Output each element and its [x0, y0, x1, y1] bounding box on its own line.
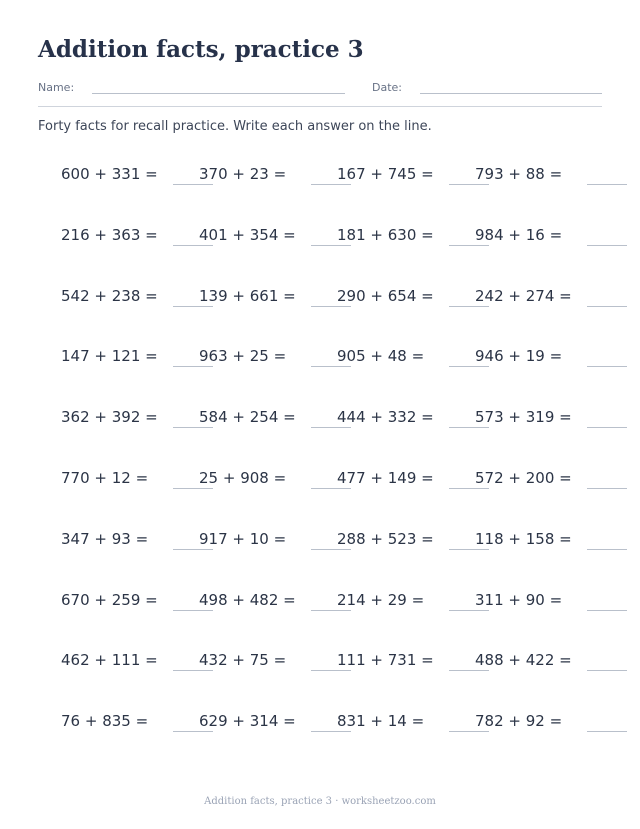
problem-item	[475, 468, 625, 492]
problem-item	[337, 225, 487, 249]
problem-item	[337, 590, 487, 614]
problem-expression: 181 + 630 =	[337, 226, 434, 244]
answer-line[interactable]	[587, 610, 627, 611]
problem-expression: 401 + 354 =	[199, 226, 296, 244]
problem-item	[199, 286, 349, 310]
problem-item	[475, 590, 625, 614]
problem-expression: 629 + 314 =	[199, 712, 296, 730]
problem-item	[199, 164, 349, 188]
problem-expression: 76 + 835 =	[61, 712, 149, 730]
answer-line[interactable]	[587, 549, 627, 550]
problem-item	[61, 346, 211, 370]
problem-expression: 462 + 111 =	[61, 651, 158, 669]
problem-expression: 288 + 523 =	[337, 530, 434, 548]
problem-item	[199, 346, 349, 370]
instructions: Forty facts for recall practice. Write each answer on the line.	[38, 119, 432, 134]
answer-line[interactable]	[587, 366, 627, 367]
problem-item	[199, 529, 349, 553]
problem-expression: 542 + 238 =	[61, 287, 158, 305]
problem-expression: 290 + 654 =	[337, 287, 434, 305]
answer-line[interactable]	[587, 306, 627, 307]
problem-item	[475, 650, 625, 674]
problem-expression: 432 + 75 =	[199, 651, 287, 669]
answer-line[interactable]	[587, 670, 627, 671]
problem-item	[475, 529, 625, 553]
problem-expression: 984 + 16 =	[475, 226, 563, 244]
problem-item	[61, 590, 211, 614]
problem-item	[61, 407, 211, 431]
problem-expression: 831 + 14 =	[337, 712, 425, 730]
problem-expression: 793 + 88 =	[475, 165, 563, 183]
footer: Addition facts, practice 3 · worksheetzoo.com	[204, 796, 436, 807]
problem-item	[199, 590, 349, 614]
problem-item	[61, 711, 211, 735]
problem-expression: 111 + 731 =	[337, 651, 434, 669]
problem-item	[337, 407, 487, 431]
problem-item	[337, 650, 487, 674]
problem-expression: 670 + 259 =	[61, 591, 158, 609]
problem-expression: 147 + 121 =	[61, 347, 158, 365]
problem-expression: 573 + 319 =	[475, 408, 572, 426]
problem-expression: 347 + 93 =	[61, 530, 149, 548]
problem-item	[61, 529, 211, 553]
answer-line[interactable]	[587, 731, 627, 732]
answer-line[interactable]	[587, 488, 627, 489]
problem-item	[475, 346, 625, 370]
problem-item	[61, 286, 211, 310]
problem-item	[475, 407, 625, 431]
problem-item	[199, 650, 349, 674]
problem-item	[199, 225, 349, 249]
problem-expression: 488 + 422 =	[475, 651, 572, 669]
problem-item	[337, 468, 487, 492]
problem-item	[337, 711, 487, 735]
problem-expression: 600 + 331 =	[61, 165, 158, 183]
problem-expression: 242 + 274 =	[475, 287, 572, 305]
answer-line[interactable]	[587, 184, 627, 185]
problem-expression: 444 + 332 =	[337, 408, 434, 426]
problem-expression: 139 + 661 =	[199, 287, 296, 305]
problem-expression: 311 + 90 =	[475, 591, 563, 609]
problem-expression: 118 + 158 =	[475, 530, 572, 548]
answer-line[interactable]	[587, 245, 627, 246]
problem-item	[199, 711, 349, 735]
problem-expression: 216 + 363 =	[61, 226, 158, 244]
date-label: Date:	[372, 81, 402, 94]
problem-item	[199, 407, 349, 431]
problem-expression: 214 + 29 =	[337, 591, 425, 609]
problem-item	[61, 225, 211, 249]
problem-expression: 362 + 392 =	[61, 408, 158, 426]
name-label: Name:	[38, 81, 75, 94]
problem-item	[475, 286, 625, 310]
problem-expression: 477 + 149 =	[337, 469, 434, 487]
problem-expression: 25 + 908 =	[199, 469, 287, 487]
problem-expression: 963 + 25 =	[199, 347, 287, 365]
problem-expression: 946 + 19 =	[475, 347, 563, 365]
problem-item	[61, 650, 211, 674]
problem-expression: 584 + 254 =	[199, 408, 296, 426]
problem-expression: 905 + 48 =	[337, 347, 425, 365]
problem-item	[337, 286, 487, 310]
problem-item	[337, 529, 487, 553]
problem-item	[61, 468, 211, 492]
problem-item	[61, 164, 211, 188]
answer-line[interactable]	[587, 427, 627, 428]
problem-expression: 770 + 12 =	[61, 469, 149, 487]
problem-expression: 917 + 10 =	[199, 530, 287, 548]
problem-item	[475, 164, 625, 188]
problem-item	[199, 468, 349, 492]
problem-expression: 370 + 23 =	[199, 165, 287, 183]
problem-expression: 498 + 482 =	[199, 591, 296, 609]
problem-item	[475, 225, 625, 249]
problem-item	[475, 711, 625, 735]
problem-expression: 572 + 200 =	[475, 469, 572, 487]
problem-expression: 782 + 92 =	[475, 712, 563, 730]
problem-item	[337, 164, 487, 188]
problem-item	[337, 346, 487, 370]
problem-expression: 167 + 745 =	[337, 165, 434, 183]
page-title: Addition facts, practice 3	[38, 36, 364, 63]
